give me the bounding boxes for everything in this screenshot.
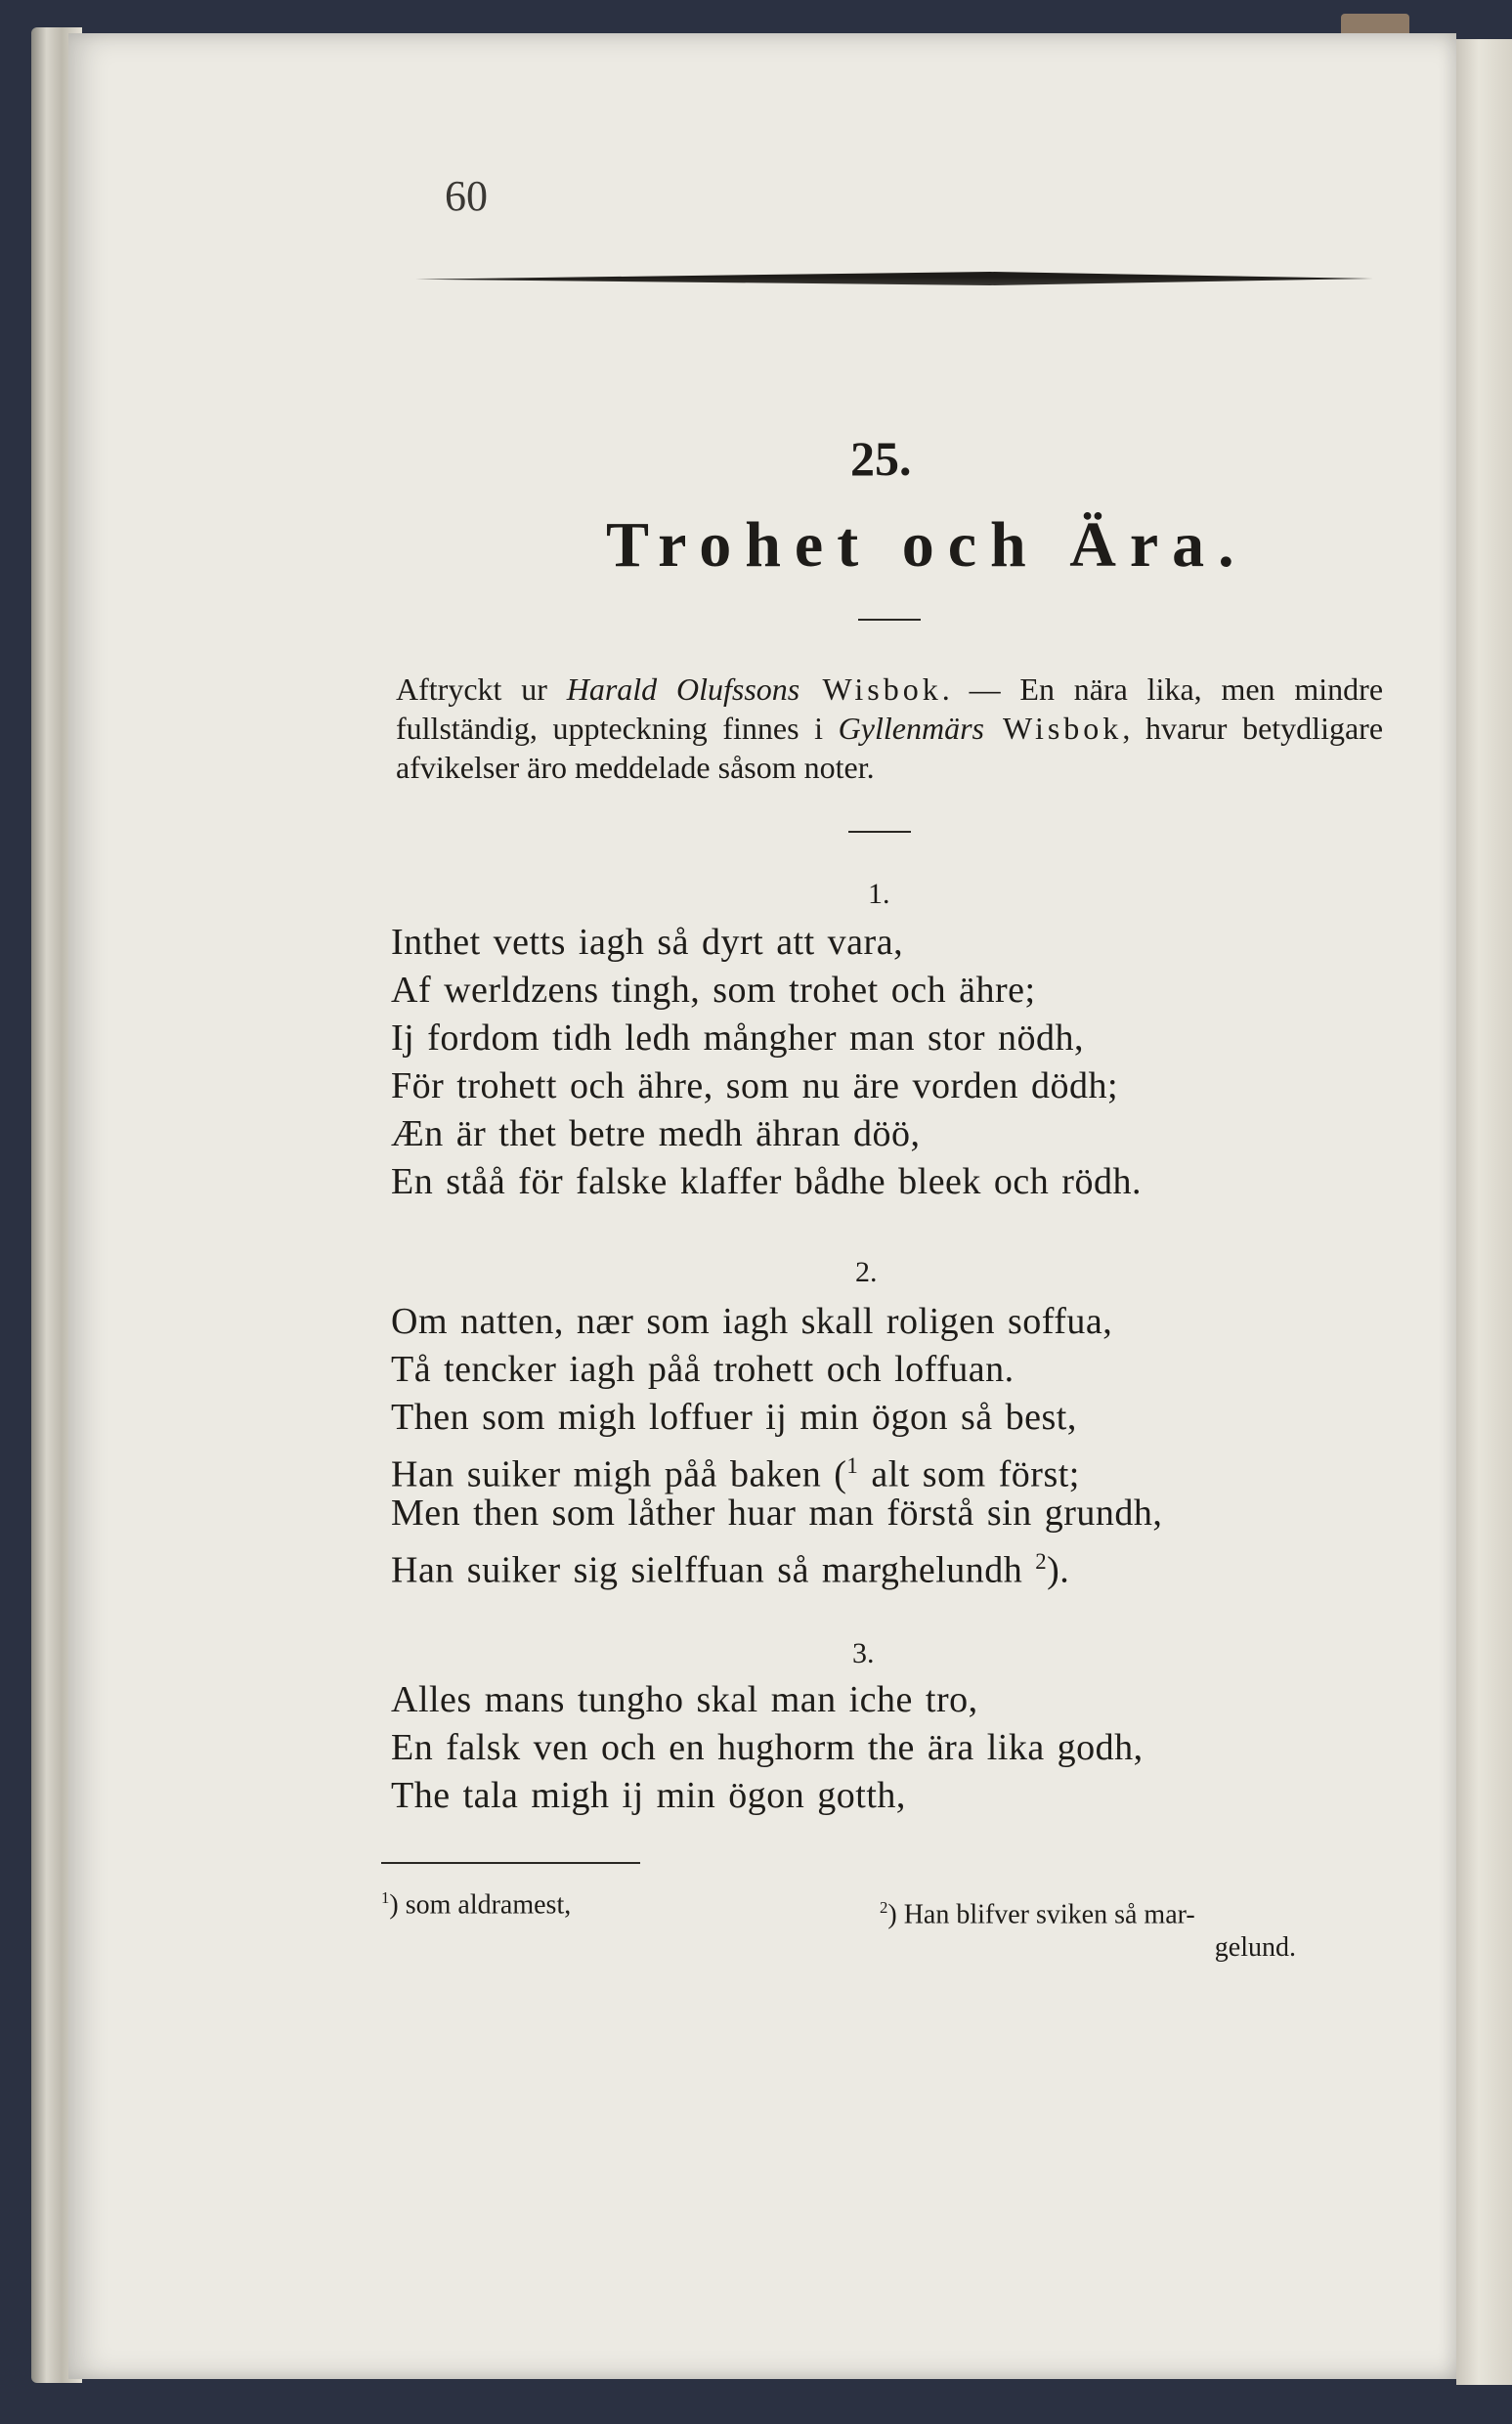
verse-line: Om natten, nær som iagh skall roligen soffua, (391, 1301, 1113, 1342)
page-number: 60 (445, 172, 488, 220)
footnote-mark: 2 (1035, 1549, 1048, 1574)
verse-line: Æn är thet betre medh ähran döö, (391, 1113, 921, 1154)
verse-line: Inthet vetts iagh så dyrt att vara, (391, 922, 904, 963)
book-page (68, 33, 1456, 2379)
song-number: 25. (850, 431, 912, 486)
verse-text: alt som först; (858, 1453, 1080, 1495)
verse-line (391, 1442, 1162, 1495)
verse-text: Han suiker migh påå baken ( (391, 1453, 847, 1495)
footnote-mark: 2 (880, 1898, 888, 1917)
intro-source-2: Wisbok (983, 711, 1123, 746)
verse-line: För trohett och ähre, som nu äre vorden dödh; (391, 1065, 1119, 1106)
intro-rule (848, 831, 911, 833)
verse-line (391, 1537, 1162, 1591)
footnote-rule (381, 1862, 640, 1864)
verse-line: En ståå för falske klaffer bådhe bleek och rödh. (391, 1161, 1142, 1202)
footnote-2 (880, 1891, 1349, 1965)
footnote-text: ) som aldramest, (389, 1889, 572, 1921)
footnote-1 (381, 1882, 571, 1922)
stanza-1 (391, 919, 1142, 1206)
intro-source-1: Wisbok (799, 671, 942, 707)
verse-line: The tala migh ij min ögon gotth, (391, 1775, 906, 1816)
intro-author: Harald Olufssons (566, 671, 800, 707)
stanza-number-3: 3. (852, 1637, 875, 1669)
intro-paragraph (396, 670, 1383, 787)
verse-text: Han suiker sig sielffuan så marghelundh (391, 1549, 1036, 1591)
stanza-number-1: 1. (868, 878, 890, 910)
verse-line: Ij fordom tidh ledh mångher man stor nödh, (391, 1017, 1084, 1059)
stanza-3 (391, 1676, 1144, 1820)
verse-line: Then som migh loffuer ij min ögon så best, (391, 1397, 1077, 1438)
title-rule (858, 619, 921, 621)
verse-line: Af werldzens tingh, som trohet och ähre; (391, 970, 1036, 1011)
intro-text-2: . — En nära lika, men mindre fullständig, uppteckning finnes i (396, 671, 1384, 746)
verse-line: Alles mans tungho skal man iche tro, (391, 1679, 978, 1720)
footnote-mark: 1 (381, 1888, 390, 1907)
verse-line: Tå tencker iagh påå trohett och loffuan. (391, 1349, 1015, 1390)
verse-text: ). (1047, 1549, 1070, 1591)
intro-text-1: Aftryckt ur (396, 671, 567, 707)
verse-line: En falsk ven och en hughorm the ära lika godh, (391, 1727, 1144, 1768)
stanza-number-2: 2. (855, 1256, 878, 1288)
footnote-text: ) Han blifver sviken så mar- (887, 1899, 1195, 1930)
verse-line: Men then som låther huar man förstå sin grundh, (391, 1493, 1163, 1534)
intro-text-3: , hvarur betydligare afvikelser äro meddelade såsom noter. (396, 711, 1384, 785)
footnote-mark: 1 (846, 1453, 859, 1478)
intro-collector: Gyllenmärs (838, 711, 984, 746)
song-title: Trohet och Ära. (606, 509, 1248, 581)
facing-page-edge (1456, 39, 1512, 2385)
footnote-text-cont: gelund. (1214, 1932, 1296, 1964)
stanza-2 (391, 1298, 1163, 1591)
